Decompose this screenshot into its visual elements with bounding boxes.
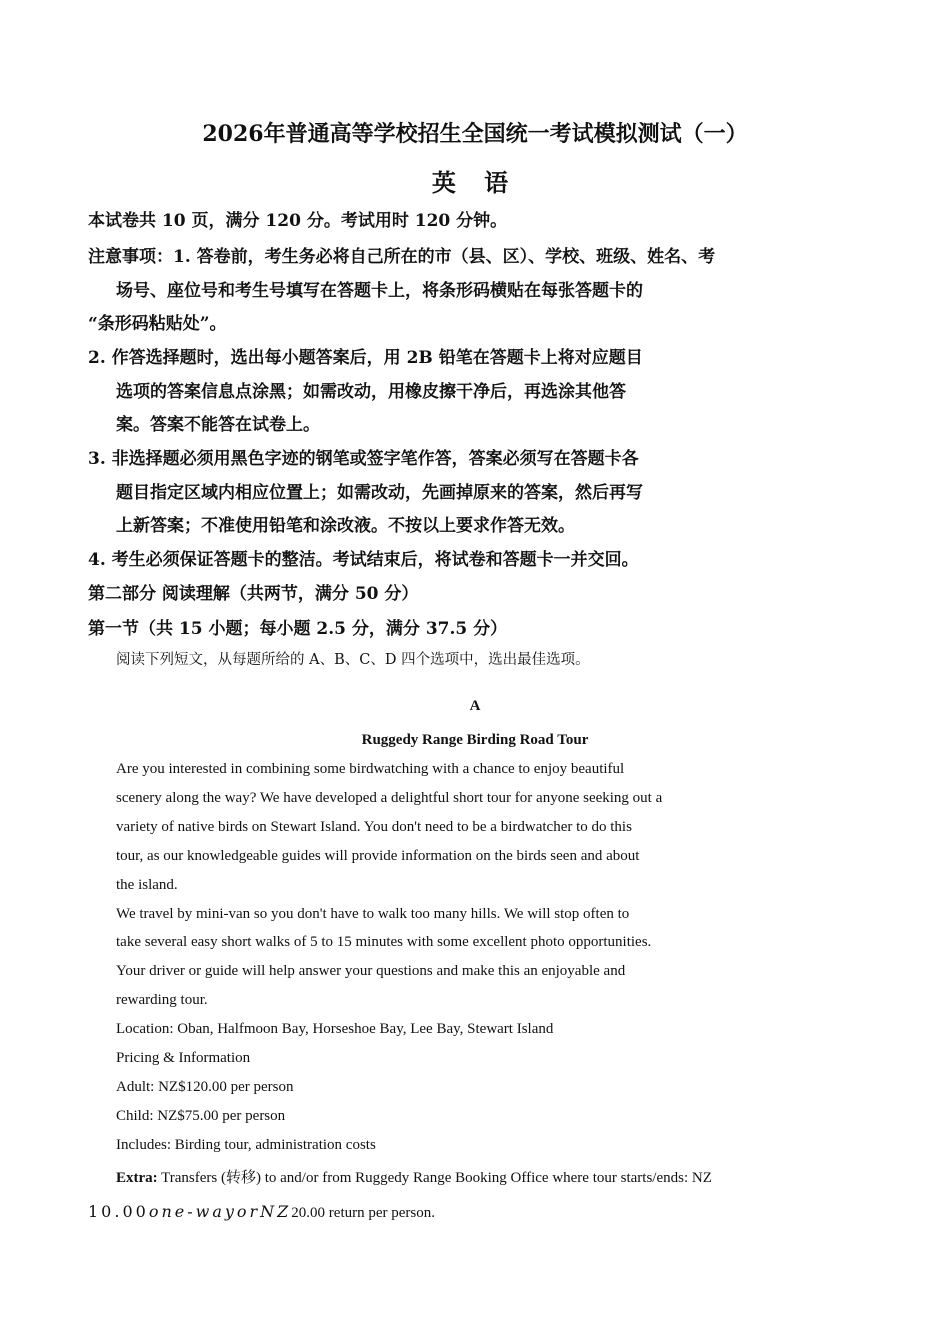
notes-line: 场号、座位号和考生号填写在答题卡上，将条形码横贴在每张答题卡的 [116,281,643,301]
notes-line: “条形码粘贴处”。 [88,314,227,334]
extra-label: Extra: [116,1170,158,1186]
notes-line: 上新答案；不准使用铅笔和涂改液。不按以上要求作答无效。 [116,516,575,536]
section-instruction: 阅读下列短文，从每题所给的 A、B、C、D 四个选项中，选出最佳选项。 [116,652,590,668]
price-one-way-number: 10.00 [88,1202,149,1221]
passage-line: Child: NZ$75.00 per person [116,1108,286,1124]
passage-line: the island. [116,877,178,893]
passage-line: We travel by mini-van so you don't have to walk too many hills. We will stop often to [116,906,630,922]
extra-text: Transfers (转移) to and/or from Ruggedy Range Booking Office where tour starts/ends: NZ [157,1170,712,1186]
section-one-heading: 第一节（共 15 小题；每小题 2.5 分，满分 37.5 分） [88,619,508,639]
subject-title: 英 语 [431,168,519,197]
notes-line: 2. 作答选择题时，选出每小题答案后，用 2B 铅笔在答题卡上将对应题目 [88,348,643,368]
passage-line: Your driver or guide will help answer your questions and make this an enjoyable and [116,963,626,979]
exam-title: 2026年普通高等学校招生全国统一考试模拟测试（一） [202,121,748,147]
notes-line: 4. 考生必须保证答题卡的整洁。考试结束后，将试卷和答题卡一并交回。 [88,550,639,570]
notes-line: 案。答案不能答在试卷上。 [116,415,320,435]
notes-line: 题目指定区域内相应位置上；如需改动，先画掉原来的答案，然后再写 [116,483,643,503]
passage-line: rewarding tour. [116,992,208,1008]
passage-line: variety of native birds on Stewart Island. You don't need to be a birdwatcher to do this [116,819,632,835]
notes-line: 注意事项：1. 答卷前，考生务必将自己所在的市（县、区）、学校、班级、姓名、考 [88,247,716,267]
price-garbled-text: one-wayorNZ [148,1202,292,1221]
passage-title: Ruggedy Range Birding Road Tour [361,732,589,748]
passage-line: Adult: NZ$120.00 per person [116,1079,294,1095]
passage-line: Pricing & Information [116,1050,251,1066]
notes-line: 3. 非选择题必须用黑色字迹的钢笔或签字笔作答，答案必须写在答题卡各 [88,449,639,469]
part-two-heading: 第二部分 阅读理解（共两节，满分 50 分） [88,584,419,604]
notes-line: 选项的答案信息点涂黑；如需改动，用橡皮擦干净后，再选涂其他答 [116,382,626,402]
passage-label: A [469,698,481,714]
price-last-line [88,1202,435,1222]
price-return-text: 20.00 return per person. [291,1205,436,1221]
passage-line: tour, as our knowledgeable guides will provide information on the birds seen and about [116,848,640,864]
passage-line: Location: Oban, Halfmoon Bay, Horseshoe Bay, Lee Bay, Stewart Island [116,1021,554,1037]
extra-line [116,1166,712,1187]
exam-intro: 本试卷共 10 页，满分 120 分。考试用时 120 分钟。 [88,211,508,231]
passage-line: take several easy short walks of 5 to 15 minutes with some excellent photo opportunities. [116,934,652,950]
passage-line: scenery along the way? We have developed a delightful short tour for anyone seeking out a [116,790,663,806]
passage-line: Includes: Birding tour, administration costs [116,1137,376,1153]
passage-line: Are you interested in combining some birdwatching with a chance to enjoy beautiful [116,761,625,777]
